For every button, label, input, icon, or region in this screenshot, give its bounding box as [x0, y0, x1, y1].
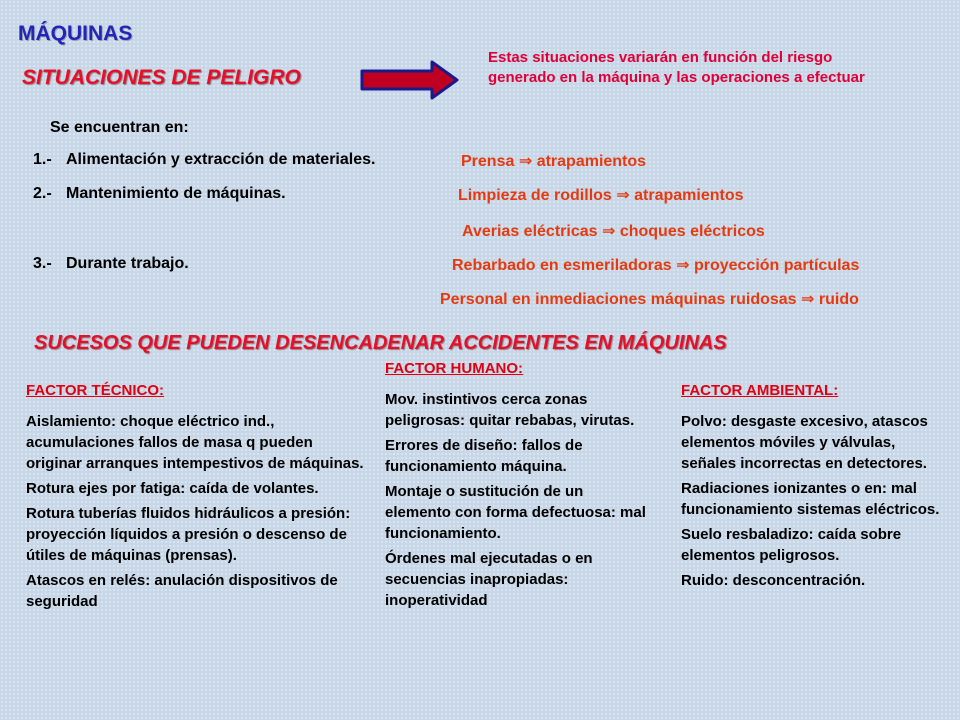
example-item — [458, 185, 744, 205]
factor-item: Órdenes mal ejecutadas o en secuencias inapropiadas: inoperatividad — [385, 550, 593, 609]
example-cause: Averias eléctricas — [462, 223, 598, 240]
factor-item: Suelo resbaladizo: caída sobre elementos peligrosos. — [681, 526, 902, 564]
situation-item — [33, 185, 286, 203]
example-cause: Rebarbado en esmeriladoras — [452, 257, 672, 274]
factor-item: Montaje o sustitución de un elemento con forma defectuosa: mal funcionamiento. — [385, 483, 646, 542]
risk-note: Estas situaciones variarán en función del riesgo generado en la máquina y las operaciones a efectuar — [488, 49, 865, 86]
example-item — [462, 221, 765, 241]
factor-item: Atascos en relés: anulación dispositivos de seguridad — [26, 572, 338, 610]
example-effect: ruido — [818, 291, 859, 308]
example-cause: Limpieza de rodillos — [458, 187, 612, 204]
situation-label: Alimentación y extracción de materiales. — [66, 151, 376, 168]
factor-item: Ruido: desconcentración. — [681, 572, 866, 589]
situation-label: Durante trabajo. — [66, 255, 189, 272]
factor-item: Mov. instintivos cerca zonas peligrosas: quitar rebabas, virutas. — [385, 391, 635, 429]
implies-arrow-icon: ⇒ — [676, 257, 690, 274]
situation-item — [33, 151, 375, 169]
example-effect: atrapamientos — [536, 153, 647, 170]
factor-item: Rotura tuberías fluidos hidráulicos a presión: proyección líquidos a presión o descenso de útiles de máquinas (prensas). — [26, 505, 351, 564]
example-effect: atrapamientos — [634, 187, 744, 204]
implies-arrow-icon: ⇒ — [801, 291, 815, 308]
right-arrow-icon — [360, 60, 460, 100]
factor-title: FACTOR AMBIENTAL: — [681, 382, 839, 399]
technical-factor-column — [26, 380, 370, 616]
factor-title: FACTOR HUMANO: — [385, 360, 524, 377]
example-effect: choques eléctricos — [619, 223, 765, 240]
factor-title: FACTOR TÉCNICO: — [26, 382, 165, 399]
factor-item: Errores de diseño: fallos de funcionamiento máquina. — [385, 437, 583, 475]
factor-item: Rotura ejes por fatiga: caída de volantes. — [26, 480, 319, 497]
situation-label: Mantenimiento de máquinas. — [66, 185, 286, 202]
factor-item: Radiaciones ionizantes o en: mal funcionamiento sistemas eléctricos. — [681, 480, 940, 518]
example-effect: proyección partículas — [693, 257, 860, 274]
implies-arrow-icon: ⇒ — [616, 187, 630, 204]
environmental-factor-column — [681, 380, 943, 595]
events-heading: SUCESOS QUE PUEDEN DESENCADENAR ACCIDENTES EN MÁQUINAS — [34, 332, 727, 354]
implies-arrow-icon: ⇒ — [518, 153, 533, 170]
situation-number: 2.- — [33, 185, 52, 202]
example-cause: Prensa — [461, 153, 515, 170]
found-in-label: Se encuentran en: — [50, 119, 189, 136]
situations-heading: SITUACIONES DE PELIGRO — [22, 66, 301, 89]
situation-item — [33, 255, 189, 273]
example-cause: Personal en inmediaciones máquinas ruidosas — [440, 291, 797, 308]
situation-number: 1.- — [33, 151, 52, 168]
situation-number: 3.- — [33, 255, 52, 272]
example-item — [440, 289, 859, 309]
page-title: MÁQUINAS — [18, 22, 133, 45]
example-item — [461, 151, 646, 171]
example-item — [452, 255, 859, 275]
factor-item: Polvo: desgaste excesivo, atascos elementos móviles y válvulas, señales incorrectas en detectores. — [681, 413, 928, 472]
factor-item: Aislamiento: choque eléctrico ind., acumulaciones fallos de masa q pueden originar arranques intempestivos de máquinas. — [26, 413, 364, 472]
implies-arrow-icon: ⇒ — [601, 223, 616, 240]
human-factor-column — [385, 358, 653, 615]
